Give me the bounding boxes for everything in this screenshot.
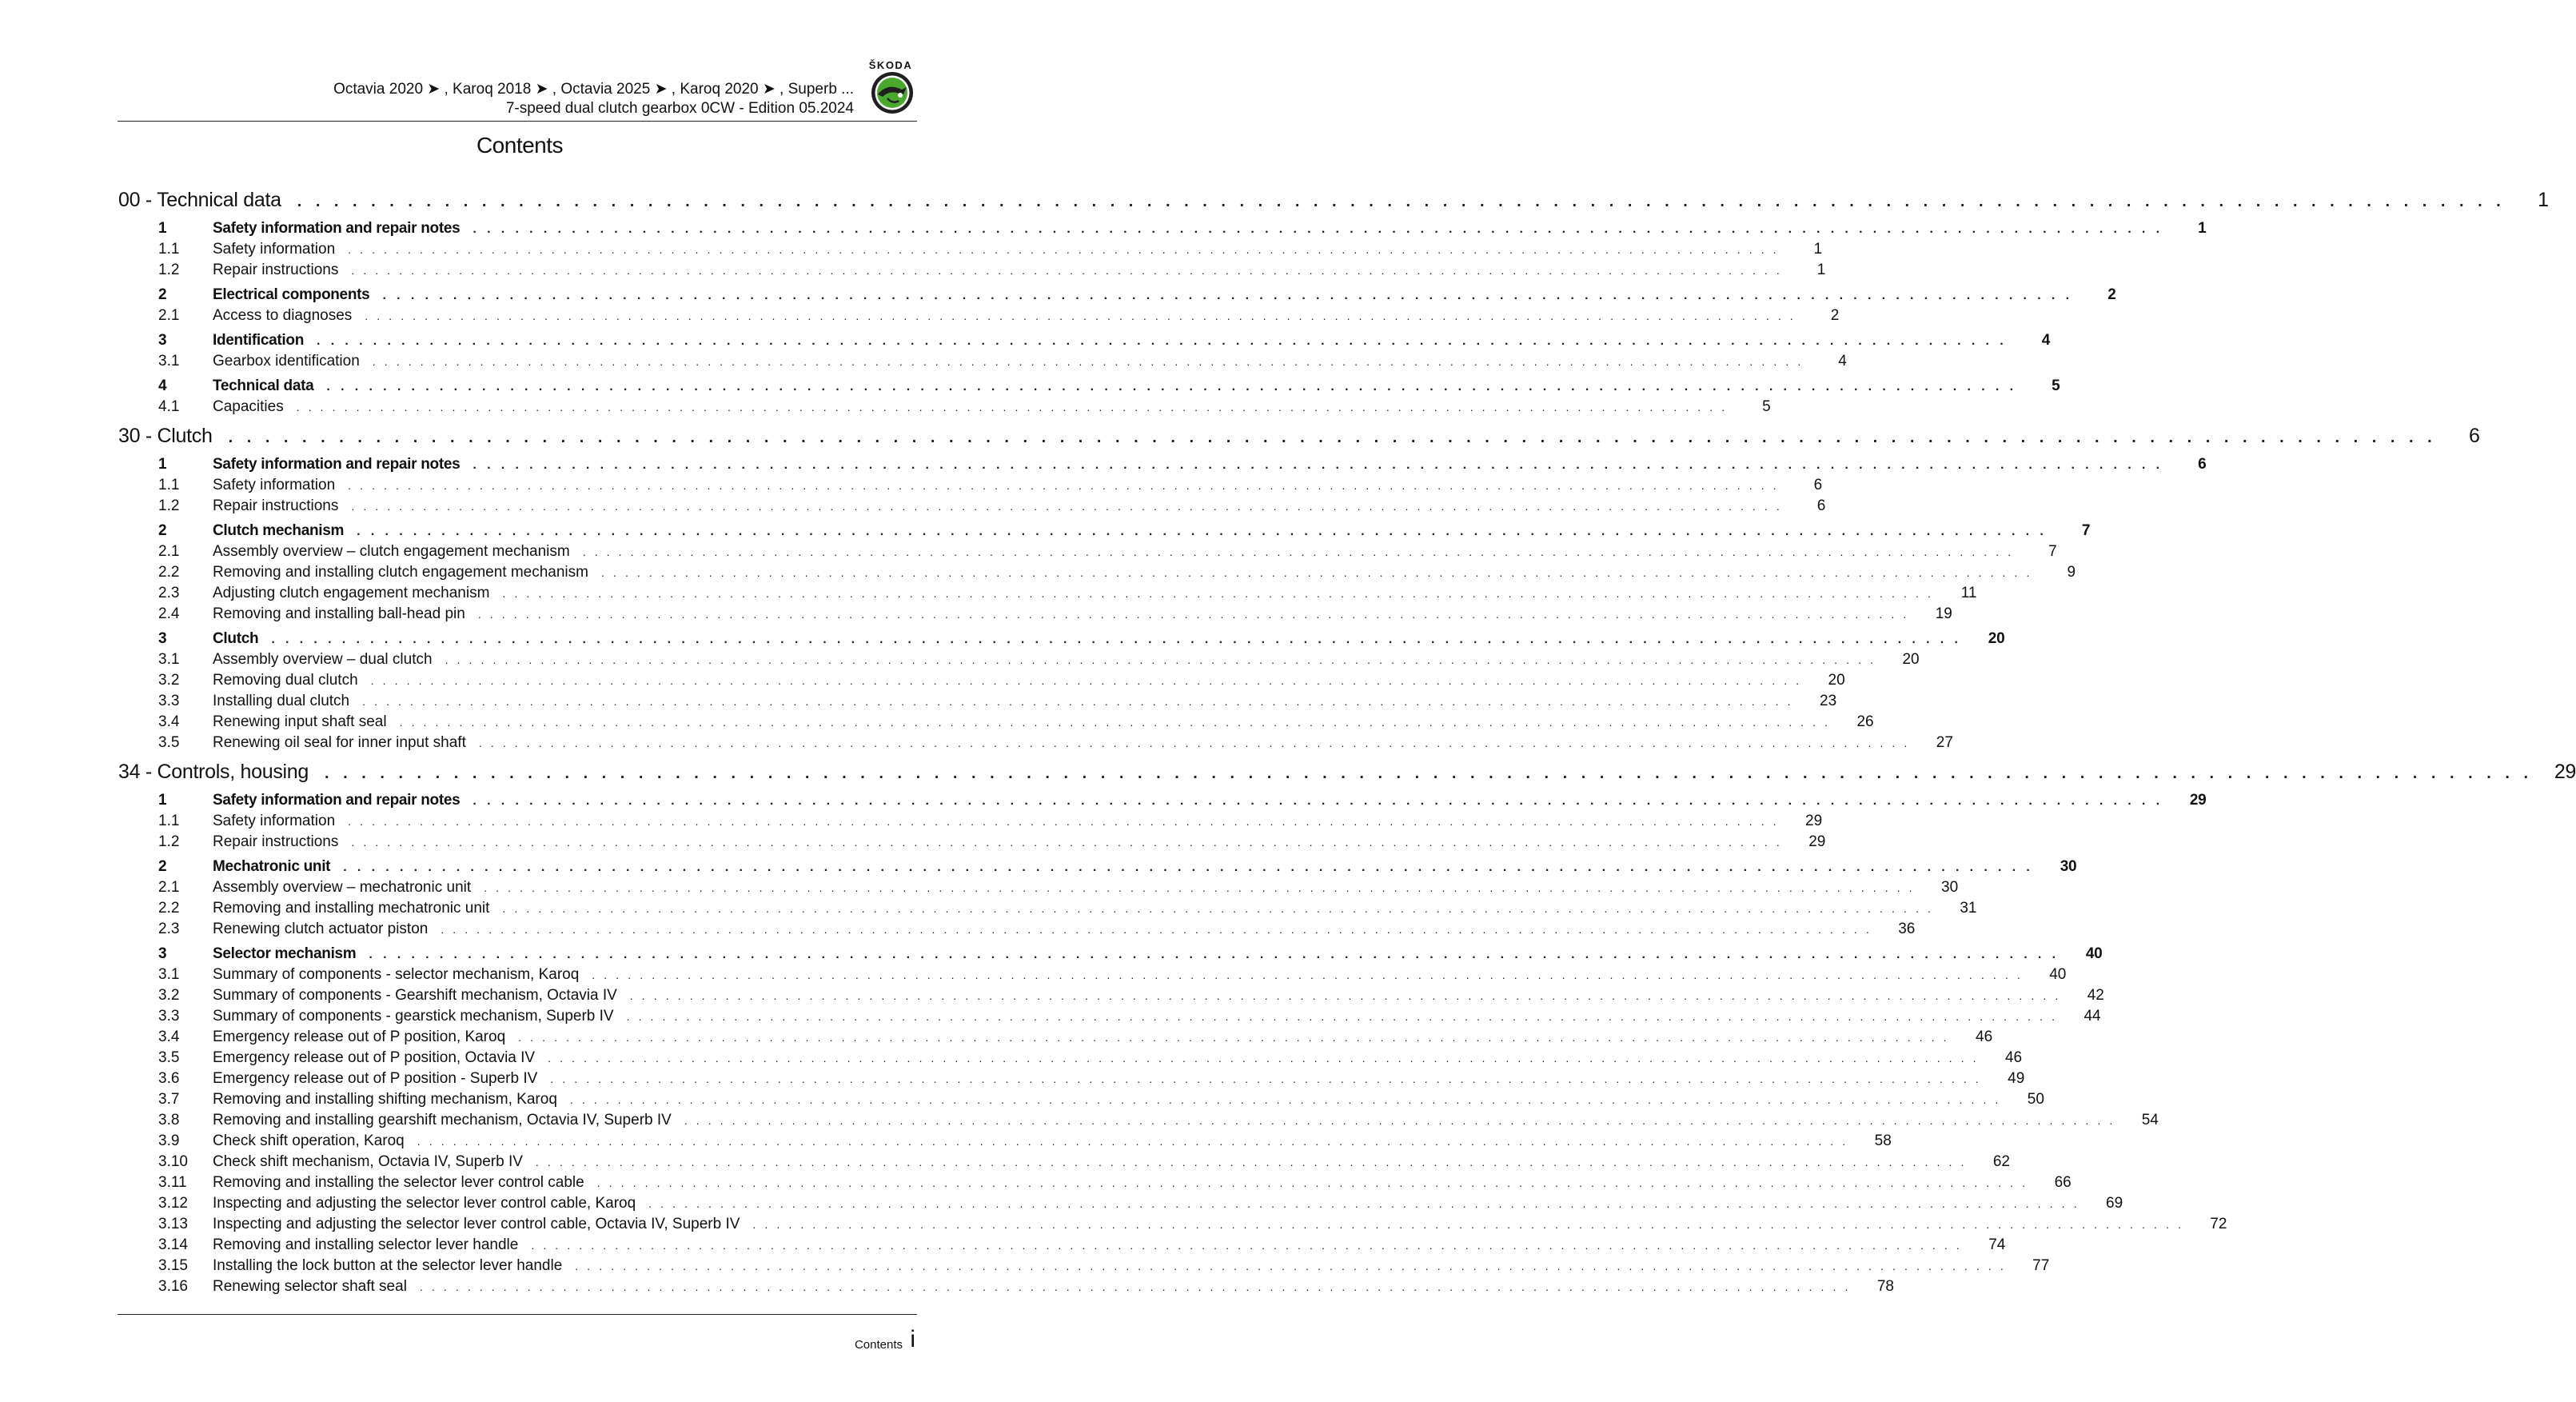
entry-title: Electrical components <box>213 286 370 303</box>
dot-leader: . . . . . . . . . . . . . . . . . . . . . . . . . . . . . . . . . . . . . . . . . . . . . . . . . . . . . . . . . . . . . . . . . . . . . . . . . . . . . . . . . . . . . . . . . . . . . . . . . . . . . . . . . . . . . . . . . . . . . . . . <box>596 1176 2028 1189</box>
subsection-entry[interactable] <box>118 651 1920 672</box>
dot-leader: . . . . . . . . . . . . . . . . . . . . . . . . . . . . . . . . . . . . . . . . . . . . . . . . . . . . . . . . . . . . . . . . . . . . . . . . . . . . . . . . . . . . . . . . . . . . . . . . . . . . . . . . . . . . . . . . . . . . . . . . <box>629 989 2061 1002</box>
chapter-heading[interactable] <box>118 425 2480 453</box>
dot-leader: . . . . . . . . . . . . . . . . . . . . . . . . . . . . . . . . . . . . . . . . . . . . . . . . . . . . . . . . . . . . . . . . . . . . . . . . . . . . . . . . . . . . . . . . . . . . . . . . . . . . . . . . . . . . . . . . . . . . . . . . <box>502 587 1934 600</box>
skoda-logo-icon <box>870 70 915 115</box>
entry-title: Renewing clutch actuator piston <box>213 921 429 937</box>
entry-number: 3.6 <box>158 1070 180 1087</box>
entry-title: Emergency release out of P position, Octavia IV <box>213 1049 536 1066</box>
dot-leader: . . . . . . . . . . . . . . . . . . . . . . . . . . . . . . . . . . . . . . . . . . . . . . . . . . . . . . . . . . . . . . . . . . . . . . . . . . . . . . . . . . . . . . . . . . . . . . . . . . . . . . . . . . . . . . . . . . . . . . . . <box>343 861 2034 874</box>
entry-title: Removing and installing the selector lever control cable <box>213 1174 584 1191</box>
entry-page-number: 20 <box>1988 630 2005 647</box>
entry-page-number: 1 <box>2538 189 2549 211</box>
entry-title: Summary of components - gearstick mechanism, Superb IV <box>213 1008 614 1025</box>
dot-leader: . . . . . . . . . . . . . . . . . . . . . . . . . . . . . . . . . . . . . . . . . . . . . . . . . . . . . . . . . . . . . . . . . . . . . . . . . . . . . . . . . . . . . . . . . . . . . . . . . . . . . . . . . . . . . . . . . . . . . . . . <box>569 1093 2001 1106</box>
dot-leader: . . . . . . . . . . . . . . . . . . . . . . . . . . . . . . . . . . . . . . . . . . . . . . . . . . . . . . . . . . . . . . . . . . . . . . . . . . . . . . . . . . . . . . . . . . . . . . . . . . . . . . . . . . . . . . . . . . . . . . . . <box>473 458 2163 472</box>
toc-chapter <box>118 761 2576 1299</box>
entry-title: Selector mechanism <box>213 945 357 962</box>
entry-page-number: 30 <box>1941 879 1959 896</box>
subsection-entry[interactable] <box>118 1278 1894 1299</box>
toc-section-group <box>118 945 2227 1299</box>
entry-page-number: 78 <box>1876 1278 1894 1295</box>
entry-page-number: 1 <box>2198 220 2207 237</box>
dot-leader: . . . . . . . . . . . . . . . . . . . . . . . . . . . . . . . . . . . . . . . . . . . . . . . . . . . . . . . . . . . . . . . . . . . . . . . . . . . . . . . . . . . . . . . . . . . . . . . . . . . . . . . . . . . . . . . . . . . . . . . . <box>370 674 1802 687</box>
dot-leader: . . . . . . . . . . . . . . . . . . . . . . . . . . . . . . . . . . . . . . . . . . . . . . . . . . . . . . . . . . . . . . . . . . . . . . . . . . . . . . . . . . . . . . . . . . . . . . . . . . . . . . . . . . . . . . . . . . . . . . . . <box>484 881 1916 894</box>
entry-number: 3.5 <box>158 1049 180 1066</box>
subsection-entry[interactable] <box>118 833 1826 854</box>
dot-leader: . . . . . . . . . . . . . . . . . . . . . . . . . . . . . . . . . . . . . . . . . . . . . . . . . . . . . . . . . . . . . . . . . . . . . . . . . . . . . . . . . . . . . . . . . . . . . . . . . . . . . . . . . . . . . . . . . . . . . . . . <box>502 902 1934 915</box>
toc-section-group <box>118 286 2116 328</box>
entry-page-number: 29 <box>2554 761 2576 783</box>
entry-title: 34 - Controls, housing <box>118 761 309 783</box>
subsection-entry[interactable] <box>118 1153 2010 1174</box>
toc-section-group <box>118 332 2051 373</box>
entry-page-number: 2 <box>2107 286 2116 303</box>
entry-title: Removing and installing mechatronic unit <box>213 900 490 917</box>
entry-page-number: 62 <box>1992 1153 2010 1170</box>
entry-title: Removing dual clutch <box>213 672 358 689</box>
dot-leader: . . . . . . . . . . . . . . . . . . . . . . . . . . . . . . . . . . . . . . . . . . . . . . . . . . . . . . . . . . . . . . . . . . . . . . . . . . . . . . . . . . . . . . . . . . . . . . . . . . . . . . . . . . . . . . . . . . . . . . . . <box>348 243 1780 256</box>
chapter-heading[interactable] <box>118 761 2576 789</box>
subsection-entry[interactable] <box>118 353 1847 373</box>
subsection-entry[interactable] <box>118 1195 2123 1216</box>
section-heading[interactable] <box>118 522 2091 543</box>
subsection-entry[interactable] <box>118 734 1953 755</box>
footer-page-number: i <box>910 1326 915 1352</box>
subsection-entry[interactable] <box>118 1008 2101 1029</box>
subsection-entry[interactable] <box>118 241 1823 262</box>
dot-leader: . . . . . . . . . . . . . . . . . . . . . . . . . . . . . . . . . . . . . . . . . . . . . . . . . . . . . . . . . . . . . . . . . . . . . . . . . . . . . . . . . . . . . . . . . . . . . . . . . . . . . . . . . . . . . . . . . . . . . . . . <box>365 310 1796 322</box>
entry-number: 2.1 <box>158 879 180 896</box>
dot-leader: . . . . . . . . . . . . . . . . . . . . . . . . . . . . . . . . . . . . . . . . . . . . . . . . . . . . . . . . . . . . . . . . . . . . . . . . . . . . . . . . . . . . . . . . . . . . . . . . . . . . . . . . . . . . . . . . . . . . . . . . <box>317 334 2008 348</box>
entry-number: 3.9 <box>158 1132 180 1149</box>
subsection-entry[interactable] <box>118 543 2057 564</box>
subsection-entry[interactable] <box>118 564 2076 585</box>
entry-title: Safety information <box>213 241 336 258</box>
dot-leader: . . . . . . . . . . . . . . . . . . . . . . . . . . . . . . . . . . . . . . . . . . . . . . . . . . . . . . . . . . . . . . . . . . . . . . . . . . . . . . . . . . . . . . . . . . . . . . . . . . . . . . . . . . . . . . . . . . . . . . . . <box>324 765 2534 782</box>
entry-number: 3.10 <box>158 1153 188 1170</box>
subsection-entry[interactable] <box>118 1132 1892 1153</box>
dot-leader: . . . . . . . . . . . . . . . . . . . . . . . . . . . . . . . . . . . . . . . . . . . . . . . . . . . . . . . . . . . . . . . . . . . . . . . . . . . . . . . . . . . . . . . . . . . . . . . . . . . . . . . . . . . . . . . . . . . . . . . . <box>548 1052 1980 1064</box>
entry-number: 2.3 <box>158 921 180 937</box>
entry-page-number: 46 <box>1976 1029 1993 1045</box>
dot-leader: . . . . . . . . . . . . . . . . . . . . . . . . . . . . . . . . . . . . . . . . . . . . . . . . . . . . . . . . . . . . . . . . . . . . . . . . . . . . . . . . . . . . . . . . . . . . . . . . . . . . . . . . . . . . . . . . . . . . . . . . <box>357 525 2048 538</box>
subsection-entry[interactable] <box>118 1029 1993 1049</box>
subsection-entry[interactable] <box>118 966 2067 987</box>
entry-number: 3.3 <box>158 693 180 709</box>
dot-leader: . . . . . . . . . . . . . . . . . . . . . . . . . . . . . . . . . . . . . . . . . . . . . . . . . . . . . . . . . . . . . . . . . . . . . . . . . . . . . . . . . . . . . . . . . . . . . . . . . . . . . . . . . . . . . . . . . . . . . . . . <box>348 479 1780 492</box>
entry-number: 3.4 <box>158 1029 180 1045</box>
entry-title: Installing the lock button at the selector lever handle <box>213 1257 563 1274</box>
dot-leader: . . . . . . . . . . . . . . . . . . . . . . . . . . . . . . . . . . . . . . . . . . . . . . . . . . . . . . . . . . . . . . . . . . . . . . . . . . . . . . . . . . . . . . . . . . . . . . . . . . . . . . . . . . . . . . . . . . . . . . . . <box>575 1260 2007 1272</box>
entry-page-number: 29 <box>1805 813 1823 829</box>
entry-page-number: 19 <box>1935 605 1952 622</box>
entry-title: Summary of components - selector mechanism, Karoq <box>213 966 580 983</box>
chapter-heading[interactable] <box>118 189 2549 218</box>
dot-leader: . . . . . . . . . . . . . . . . . . . . . . . . . . . . . . . . . . . . . . . . . . . . . . . . . . . . . . . . . . . . . . . . . . . . . . . . . . . . . . . . . . . . . . . . . . . . . . . . . . . . . . . . . . . . . . . . . . . . . . . . <box>441 923 1872 936</box>
entry-number: 3.7 <box>158 1091 180 1108</box>
entry-number: 4 <box>158 377 167 394</box>
entry-page-number: 46 <box>2004 1049 2023 1066</box>
subsection-entry[interactable] <box>118 1112 2159 1132</box>
dot-leader: . . . . . . . . . . . . . . . . . . . . . . . . . . . . . . . . . . . . . . . . . . . . . . . . . . . . . . . . . . . . . . . . . . . . . . . . . . . . . . . . . . . . . . . . . . . . . . . . . . . . . . . . . . . . . . . . . . . . . . . . <box>648 1197 2080 1210</box>
entry-title: Capacities <box>213 398 284 415</box>
subsection-entry[interactable] <box>118 879 1959 900</box>
entry-page-number: 1 <box>1816 262 1826 278</box>
entry-number: 3.5 <box>158 734 180 751</box>
entry-title: Clutch mechanism <box>213 522 345 539</box>
header-edition: 7-speed dual clutch gearbox 0CW - Edition 05.2024 <box>505 100 854 117</box>
dot-leader: . . . . . . . . . . . . . . . . . . . . . . . . . . . . . . . . . . . . . . . . . . . . . . . . . . . . . . . . . . . . . . . . . . . . . . . . . . . . . . . . . . . . . . . . . . . . . . . . . . . . . . . . . . . . . . . . . . . . . . . . <box>535 1156 1967 1168</box>
entry-page-number: 6 <box>1816 497 1826 514</box>
entry-page-number: 44 <box>2084 1008 2101 1025</box>
dot-leader: . . . . . . . . . . . . . . . . . . . . . . . . . . . . . . . . . . . . . . . . . . . . . . . . . . . . . . . . . . . . . . . . . . . . . . . . . . . . . . . . . . . . . . . . . . . . . . . . . . . . . . . . . . . . . . . . . . . . . . . . <box>582 545 2014 558</box>
entry-number: 3.13 <box>158 1216 188 1232</box>
toc-section-group <box>118 630 2005 755</box>
entry-number: 1.2 <box>158 833 180 850</box>
subsection-entry[interactable] <box>118 713 1874 734</box>
entry-page-number: 6 <box>1813 477 1823 493</box>
entry-page-number: 69 <box>2106 1195 2123 1212</box>
entry-title: Safety information and repair notes <box>213 792 461 809</box>
dot-leader: . . . . . . . . . . . . . . . . . . . . . . . . . . . . . . . . . . . . . . . . . . . . . . . . . . . . . . . . . . . . . . . . . . . . . . . . . . . . . . . . . . . . . . . . . . . . . . . . . . . . . . . . . . . . . . . . . . . . . . . . <box>518 1031 1950 1044</box>
entry-page-number: 66 <box>2054 1174 2072 1191</box>
entry-title: 00 - Technical data <box>118 189 281 211</box>
header-models: Octavia 2020 ➤ , Karoq 2018 ➤ , Octavia 2025 ➤ , Karoq 2020 ➤ , Superb ... <box>333 81 854 98</box>
entry-page-number: 54 <box>2141 1112 2159 1128</box>
entry-title: Repair instructions <box>213 833 339 850</box>
subsection-entry[interactable] <box>118 307 1840 328</box>
entry-number: 3.1 <box>158 651 180 668</box>
entry-page-number: 77 <box>2032 1257 2050 1274</box>
entry-number: 3.1 <box>158 966 180 983</box>
subsection-entry[interactable] <box>118 813 1823 833</box>
dot-leader: . . . . . . . . . . . . . . . . . . . . . . . . . . . . . . . . . . . . . . . . . . . . . . . . . . . . . . . . . . . . . . . . . . . . . . . . . . . . . . . . . . . . . . . . . . . . . . . . . . . . . . . . . . . . . . . . . . . . . . . . <box>399 716 1831 729</box>
subsection-entry[interactable] <box>118 1216 2227 1236</box>
entry-page-number: 74 <box>1988 1236 2006 1253</box>
entry-title: Safety information and repair notes <box>213 456 461 473</box>
entry-title: Check shift operation, Karoq <box>213 1132 405 1149</box>
dot-leader: . . . . . . . . . . . . . . . . . . . . . . . . . . . . . . . . . . . . . . . . . . . . . . . . . . . . . . . . . . . . . . . . . . . . . . . . . . . . . . . . . . . . . . . . . . . . . . . . . . . . . . . . . . . . . . . . . . . . . . . . <box>531 1239 1963 1252</box>
entry-title: Installing dual clutch <box>213 693 350 709</box>
footer-label: Contents <box>854 1338 903 1352</box>
dot-leader: . . . . . . . . . . . . . . . . . . . . . . . . . . . . . . . . . . . . . . . . . . . . . . . . . . . . . . . . . . . . . . . . . . . . . . . . . . . . . . . . . . . . . . . . . . . . . . . . . . . . . . . . . . . . . . . . . . . . . . . . <box>369 948 2060 961</box>
entry-page-number: 20 <box>1828 672 1845 689</box>
entry-page-number: 4 <box>2041 332 2051 349</box>
entry-number: 2.1 <box>158 307 180 324</box>
footer-rule <box>118 1314 917 1315</box>
entry-page-number: 27 <box>1936 734 1953 751</box>
entry-title: Adjusting clutch engagement mechanism <box>213 585 490 601</box>
entry-page-number: 20 <box>1902 651 1920 668</box>
entry-page-number: 11 <box>1960 585 1977 601</box>
section-heading[interactable] <box>118 456 2207 477</box>
entry-page-number: 29 <box>1808 833 1826 850</box>
toc-chapter <box>118 189 2549 419</box>
entry-title: Repair instructions <box>213 262 339 278</box>
entry-number: 1.1 <box>158 813 180 829</box>
subsection-entry[interactable] <box>118 585 1977 605</box>
toc-section-group <box>118 792 2207 854</box>
entry-number: 3.16 <box>158 1278 188 1295</box>
entry-title: Gearbox identification <box>213 353 360 369</box>
dot-leader: . . . . . . . . . . . . . . . . . . . . . . . . . . . . . . . . . . . . . . . . . . . . . . . . . . . . . . . . . . . . . . . . . . . . . . . . . . . . . . . . . . . . . . . . . . . . . . . . . . . . . . . . . . . . . . . . . . . . . . . . <box>351 836 1783 849</box>
subsection-entry[interactable] <box>118 921 1916 941</box>
dot-leader: . . . . . . . . . . . . . . . . . . . . . . . . . . . . . . . . . . . . . . . . . . . . . . . . . . . . . . . . . . . . . . . . . . . . . . . . . . . . . . . . . . . . . . . . . . . . . . . . . . . . . . . . . . . . . . . . . . . . . . . . <box>326 380 2017 393</box>
subsection-entry[interactable] <box>118 1236 2006 1257</box>
entry-number: 3.14 <box>158 1236 188 1253</box>
entry-title: Renewing selector shaft seal <box>213 1278 407 1295</box>
dot-leader: . . . . . . . . . . . . . . . . . . . . . . . . . . . . . . . . . . . . . . . . . . . . . . . . . . . . . . . . . . . . . . . . . . . . . . . . . . . . . . . . . . . . . . . . . . . . . . . . . . . . . . . . . . . . . . . . . . . . . . . . <box>362 695 1794 708</box>
toc-section-group <box>118 377 2060 419</box>
entry-page-number: 72 <box>2210 1216 2227 1232</box>
entry-number: 3.4 <box>158 713 180 730</box>
entry-number: 4.1 <box>158 398 180 415</box>
subsection-entry[interactable] <box>118 497 1826 518</box>
dot-leader: . . . . . . . . . . . . . . . . . . . . . . . . . . . . . . . . . . . . . . . . . . . . . . . . . . . . . . . . . . . . . . . . . . . . . . . . . . . . . . . . . . . . . . . . . . . . . . . . . . . . . . . . . . . . . . . . . . . . . . . . <box>684 1114 2115 1127</box>
entry-title: 30 - Clutch <box>118 425 213 447</box>
subsection-entry[interactable] <box>118 1070 2025 1091</box>
entry-number: 3.8 <box>158 1112 180 1128</box>
entry-page-number: 7 <box>2081 522 2091 539</box>
dot-leader: . . . . . . . . . . . . . . . . . . . . . . . . . . . . . . . . . . . . . . . . . . . . . . . . . . . . . . . . . . . . . . . . . . . . . . . . . . . . . . . . . . . . . . . . . . . . . . . . . . . . . . . . . . . . . . . . . . . . . . . . <box>351 264 1783 277</box>
entry-page-number: 7 <box>2048 543 2057 560</box>
entry-page-number: 6 <box>2198 456 2207 473</box>
entry-page-number: 26 <box>1856 713 1874 730</box>
section-heading[interactable] <box>118 630 2005 651</box>
entry-title: Removing and installing gearshift mechanism, Octavia IV, Superb IV <box>213 1112 672 1128</box>
section-heading[interactable] <box>118 286 2116 307</box>
entry-page-number: 1 <box>1813 241 1823 258</box>
subsection-entry[interactable] <box>118 477 1823 497</box>
subsection-entry[interactable] <box>118 605 1952 626</box>
entry-title: Mechatronic unit <box>213 858 331 875</box>
entry-title: Identification <box>213 332 305 349</box>
entry-title: Check shift mechanism, Octavia IV, Superb IV <box>213 1153 523 1170</box>
dot-leader: . . . . . . . . . . . . . . . . . . . . . . . . . . . . . . . . . . . . . . . . . . . . . . . . . . . . . . . . . . . . . . . . . . . . . . . . . . . . . . . . . . . . . . . . . . . . . . . . . . . . . . . . . . . . . . . . . . . . . . . . <box>351 500 1783 513</box>
dot-leader: . . . . . . . . . . . . . . . . . . . . . . . . . . . . . . . . . . . . . . . . . . . . . . . . . . . . . . . . . . . . . . . . . . . . . . . . . . . . . . . . . . . . . . . . . . . . . . . . . . . . . . . . . . . . . . . . . . . . . . . . <box>348 815 1780 828</box>
toc-section-group <box>118 858 2077 941</box>
entry-number: 1 <box>158 792 167 809</box>
subsection-entry[interactable] <box>118 398 1771 419</box>
subsection-entry[interactable] <box>118 1091 2044 1112</box>
dot-leader: . . . . . . . . . . . . . . . . . . . . . . . . . . . . . . . . . . . . . . . . . . . . . . . . . . . . . . . . . . . . . . . . . . . . . . . . . . . . . . . . . . . . . . . . . . . . . . . . . . . . . . . . . . . . . . . . . . . . . . . . <box>477 608 1909 621</box>
dot-leader: . . . . . . . . . . . . . . . . . . . . . . . . . . . . . . . . . . . . . . . . . . . . . . . . . . . . . . . . . . . . . . . . . . . . . . . . . . . . . . . . . . . . . . . . . . . . . . . . . . . . . . . . . . . . . . . . . . . . . . . . <box>550 1072 1982 1085</box>
dot-leader: . . . . . . . . . . . . . . . . . . . . . . . . . . . . . . . . . . . . . . . . . . . . . . . . . . . . . . . . . . . . . . . . . . . . . . . . . . . . . . . . . . . . . . . . . . . . . . . . . . . . . . . . . . . . . . . . . . . . . . . . <box>297 193 2506 210</box>
section-heading[interactable] <box>118 858 2077 879</box>
entry-title: Inspecting and adjusting the selector lever control cable, Karoq <box>213 1195 636 1212</box>
entry-page-number: 49 <box>2008 1070 2025 1087</box>
entry-title: Access to diagnoses <box>213 307 353 324</box>
entry-page-number: 2 <box>1830 307 1840 324</box>
entry-number: 3.15 <box>158 1257 188 1274</box>
entry-page-number: 31 <box>1960 900 1977 917</box>
entry-page-number: 36 <box>1898 921 1916 937</box>
dot-leader: . . . . . . . . . . . . . . . . . . . . . . . . . . . . . . . . . . . . . . . . . . . . . . . . . . . . . . . . . . . . . . . . . . . . . . . . . . . . . . . . . . . . . . . . . . . . . . . . . . . . . . . . . . . . . . . . . . . . . . . . <box>600 566 2033 579</box>
entry-number: 1.1 <box>158 241 180 258</box>
entry-page-number: 5 <box>2052 377 2060 394</box>
dot-leader: . . . . . . . . . . . . . . . . . . . . . . . . . . . . . . . . . . . . . . . . . . . . . . . . . . . . . . . . . . . . . . . . . . . . . . . . . . . . . . . . . . . . . . . . . . . . . . . . . . . . . . . . . . . . . . . . . . . . . . . . <box>626 1010 2058 1023</box>
entry-number: 2.2 <box>158 564 180 581</box>
section-heading[interactable] <box>118 220 2207 241</box>
entry-title: Renewing input shaft seal <box>213 713 387 730</box>
entry-title: Assembly overview – clutch engagement mechanism <box>213 543 570 560</box>
entry-title: Summary of components - Gearshift mechanism, Octavia IV <box>213 987 617 1004</box>
entry-page-number: 23 <box>1820 693 1837 709</box>
header-rule <box>118 121 917 122</box>
dot-leader: . . . . . . . . . . . . . . . . . . . . . . . . . . . . . . . . . . . . . . . . . . . . . . . . . . . . . . . . . . . . . . . . . . . . . . . . . . . . . . . . . . . . . . . . . . . . . . . . . . . . . . . . . . . . . . . . . . . . . . . . <box>473 794 2163 808</box>
entry-page-number: 6 <box>2469 425 2480 447</box>
entry-number: 2 <box>158 286 167 303</box>
section-heading[interactable] <box>118 945 2103 966</box>
dot-leader: . . . . . . . . . . . . . . . . . . . . . . . . . . . . . . . . . . . . . . . . . . . . . . . . . . . . . . . . . . . . . . . . . . . . . . . . . . . . . . . . . . . . . . . . . . . . . . . . . . . . . . . . . . . . . . . . . . . . . . . . <box>473 222 2163 236</box>
entry-page-number: 30 <box>2060 858 2077 875</box>
toc-section-group <box>118 220 2207 282</box>
entry-title: Assembly overview – mechatronic unit <box>213 879 472 896</box>
entry-number: 1 <box>158 456 167 473</box>
toc-chapter <box>118 425 2480 755</box>
subsection-entry[interactable] <box>118 1174 2072 1195</box>
subsection-entry[interactable] <box>118 693 1837 713</box>
entry-number: 3.1 <box>158 353 180 369</box>
entry-title: Removing and installing shifting mechanism, Karoq <box>213 1091 557 1108</box>
entry-title: Repair instructions <box>213 497 339 514</box>
toc-section-group <box>118 456 2207 518</box>
entry-number: 1.2 <box>158 262 180 278</box>
entry-number: 3.3 <box>158 1008 180 1025</box>
entry-number: 3.2 <box>158 987 180 1004</box>
entry-number: 2.4 <box>158 605 180 622</box>
dot-leader: . . . . . . . . . . . . . . . . . . . . . . . . . . . . . . . . . . . . . . . . . . . . . . . . . . . . . . . . . . . . . . . . . . . . . . . . . . . . . . . . . . . . . . . . . . . . . . . . . . . . . . . . . . . . . . . . . . . . . . . . <box>419 1280 1851 1293</box>
entry-number: 2 <box>158 522 167 539</box>
entry-page-number: 58 <box>1874 1132 1892 1149</box>
entry-title: Technical data <box>213 377 314 394</box>
dot-leader: . . . . . . . . . . . . . . . . . . . . . . . . . . . . . . . . . . . . . . . . . . . . . . . . . . . . . . . . . . . . . . . . . . . . . . . . . . . . . . . . . . . . . . . . . . . . . . . . . . . . . . . . . . . . . . . . . . . . . . . . <box>445 653 1876 666</box>
page-title: Contents <box>476 133 564 158</box>
toc-section-group <box>118 522 2091 626</box>
subsection-entry[interactable] <box>118 672 1845 693</box>
subsection-entry[interactable] <box>118 1049 2023 1070</box>
entry-number: 1.1 <box>158 477 180 493</box>
entry-title: Renewing oil seal for inner input shaft <box>213 734 466 751</box>
entry-number: 1 <box>158 220 167 237</box>
entry-number: 2.1 <box>158 543 180 560</box>
subsection-entry[interactable] <box>118 900 1977 921</box>
entry-title: Safety information <box>213 813 336 829</box>
dot-leader: . . . . . . . . . . . . . . . . . . . . . . . . . . . . . . . . . . . . . . . . . . . . . . . . . . . . . . . . . . . . . . . . . . . . . . . . . . . . . . . . . . . . . . . . . . . . . . . . . . . . . . . . . . . . . . . . . . . . . . . . <box>752 1218 2184 1231</box>
entry-page-number: 4 <box>1838 353 1847 369</box>
entry-number: 3.11 <box>158 1174 187 1191</box>
section-heading[interactable] <box>118 332 2051 353</box>
entry-page-number: 5 <box>1762 398 1771 415</box>
entry-title: Safety information and repair notes <box>213 220 461 237</box>
dot-leader: . . . . . . . . . . . . . . . . . . . . . . . . . . . . . . . . . . . . . . . . . . . . . . . . . . . . . . . . . . . . . . . . . . . . . . . . . . . . . . . . . . . . . . . . . . . . . . . . . . . . . . . . . . . . . . . . . . . . . . . . <box>228 429 2437 446</box>
brand-wordmark: ŠKODA <box>868 59 913 71</box>
subsection-entry[interactable] <box>118 262 1826 282</box>
entry-number: 3 <box>158 945 167 962</box>
entry-page-number: 40 <box>2049 966 2067 983</box>
entry-title: Emergency release out of P position - Superb IV <box>213 1070 538 1087</box>
entry-page-number: 50 <box>2027 1091 2044 1108</box>
dot-leader: . . . . . . . . . . . . . . . . . . . . . . . . . . . . . . . . . . . . . . . . . . . . . . . . . . . . . . . . . . . . . . . . . . . . . . . . . . . . . . . . . . . . . . . . . . . . . . . . . . . . . . . . . . . . . . . . . . . . . . . . <box>592 969 2024 981</box>
dot-leader: . . . . . . . . . . . . . . . . . . . . . . . . . . . . . . . . . . . . . . . . . . . . . . . . . . . . . . . . . . . . . . . . . . . . . . . . . . . . . . . . . . . . . . . . . . . . . . . . . . . . . . . . . . . . . . . . . . . . . . . . <box>382 289 2073 302</box>
entry-title: Removing and installing clutch engagement mechanism <box>213 564 588 581</box>
entry-number: 3 <box>158 630 167 647</box>
table-of-contents <box>118 189 2576 1299</box>
entry-number: 3 <box>158 332 167 349</box>
entry-number: 1.2 <box>158 497 180 514</box>
entry-page-number: 40 <box>2085 945 2103 962</box>
entry-number: 3.12 <box>158 1195 188 1212</box>
entry-page-number: 9 <box>2067 564 2076 581</box>
entry-number: 3.2 <box>158 672 180 689</box>
entry-title: Emergency release out of P position, Karoq <box>213 1029 506 1045</box>
entry-title: Removing and installing selector lever handle <box>213 1236 519 1253</box>
dot-leader: . . . . . . . . . . . . . . . . . . . . . . . . . . . . . . . . . . . . . . . . . . . . . . . . . . . . . . . . . . . . . . . . . . . . . . . . . . . . . . . . . . . . . . . . . . . . . . . . . . . . . . . . . . . . . . . . . . . . . . . . <box>296 401 1728 413</box>
entry-number: 2 <box>158 858 167 875</box>
dot-leader: . . . . . . . . . . . . . . . . . . . . . . . . . . . . . . . . . . . . . . . . . . . . . . . . . . . . . . . . . . . . . . . . . . . . . . . . . . . . . . . . . . . . . . . . . . . . . . . . . . . . . . . . . . . . . . . . . . . . . . . . <box>372 355 1804 368</box>
entry-title: Removing and installing ball-head pin <box>213 605 465 622</box>
entry-number: 2.2 <box>158 900 180 917</box>
subsection-entry[interactable] <box>118 987 2104 1008</box>
section-heading[interactable] <box>118 377 2060 398</box>
entry-title: Safety information <box>213 477 336 493</box>
entry-number: 2.3 <box>158 585 180 601</box>
entry-page-number: 42 <box>2087 987 2104 1004</box>
entry-page-number: 29 <box>2189 792 2207 809</box>
entry-title: Clutch <box>213 630 259 647</box>
entry-title: Assembly overview – dual clutch <box>213 651 433 668</box>
entry-title: Inspecting and adjusting the selector lever control cable, Octavia IV, Superb IV <box>213 1216 740 1232</box>
dot-leader: . . . . . . . . . . . . . . . . . . . . . . . . . . . . . . . . . . . . . . . . . . . . . . . . . . . . . . . . . . . . . . . . . . . . . . . . . . . . . . . . . . . . . . . . . . . . . . . . . . . . . . . . . . . . . . . . . . . . . . . . <box>271 633 1962 646</box>
dot-leader: . . . . . . . . . . . . . . . . . . . . . . . . . . . . . . . . . . . . . . . . . . . . . . . . . . . . . . . . . . . . . . . . . . . . . . . . . . . . . . . . . . . . . . . . . . . . . . . . . . . . . . . . . . . . . . . . . . . . . . . . <box>417 1135 1848 1148</box>
subsection-entry[interactable] <box>118 1257 2050 1278</box>
dot-leader: . . . . . . . . . . . . . . . . . . . . . . . . . . . . . . . . . . . . . . . . . . . . . . . . . . . . . . . . . . . . . . . . . . . . . . . . . . . . . . . . . . . . . . . . . . . . . . . . . . . . . . . . . . . . . . . . . . . . . . . . <box>478 737 1910 749</box>
section-heading[interactable] <box>118 792 2207 813</box>
